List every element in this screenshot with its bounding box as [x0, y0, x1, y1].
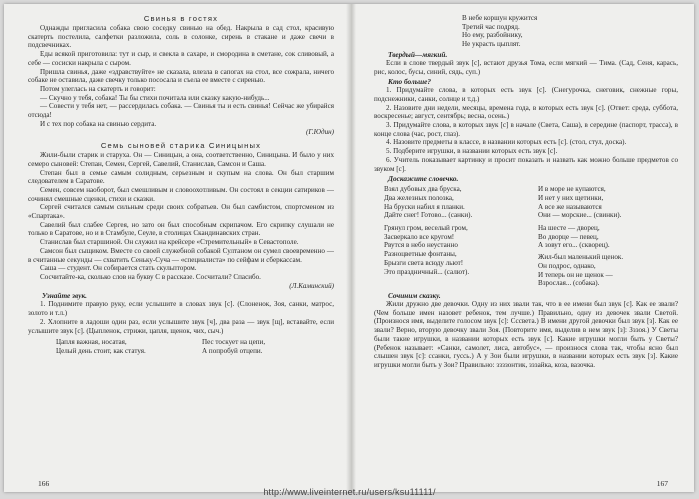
- riddles-block-1: [374, 185, 678, 220]
- riddle-line: Рвутся в небо неустанно: [384, 241, 458, 250]
- poem-line: Целый день стоит, как статуя.: [56, 346, 146, 355]
- paragraph: Жили-были старик и старуха. Он — Синицын, а она, соответственно, Синицына. И было у них семеро сыновей: Степан, Семен, Сергей, Савелий, Станислав, Самсон и Саша.: [28, 151, 334, 168]
- riddle-line: Жил-был маленький щенок.: [538, 253, 624, 262]
- riddle-line: Засверкало все кругом!: [384, 232, 455, 241]
- poem-line: Пес тоскует на цепи,: [202, 338, 266, 347]
- story-2: [28, 151, 334, 282]
- story-1: [28, 24, 334, 128]
- riddle-line: А зовут его... (скворец).: [538, 241, 610, 250]
- book-gutter: [346, 4, 356, 492]
- poem-line: Третий час подряд.: [462, 22, 520, 31]
- paragraph: И с тех пор собака на свинью сердита.: [40, 119, 157, 128]
- paragraph: Потом улеглась на скатерть и говорит:: [40, 84, 156, 93]
- riddle-line: Во дворце — певец,: [538, 232, 599, 241]
- paragraph: Жили дружно две девочки. Одну из них звали так, что в ее имени был звук [с]. Как ее звали? (Чем больше имен назовет ребенок, тем лучше.) Правильно, одну из девочек звали Светой. (Произнося имя, выделите голосом звук [с]: Сссвета.) В имени другой девочки был звук [з]. Как ее звали? Верно, вторую девочку звали Зоя. (Повторите имя, выделив в нем звук [з]: Зззоя.) У Светы были такие игрушки, в названии которых есть звук [с]. Какие игрушки могли быть у Светы? (Ребенок называет: «Санки, самолет, лиса, автобус», — произнося слова так, чтобы ясно был слышен звук [с]: ссанки, гуссь.) А у Зои были игрушки, в названии которых есть звук [з]. Какие игрушки могли быть у Зои? Правильно: ззззонтик, зззайка, коза, вазочка.: [374, 299, 678, 369]
- paragraph: Степан был в семье самым солидным, серьезным и скупым на слова. Он был старшим следователем в Саратове.: [28, 168, 334, 186]
- riddle-line: Он подрос, однако,: [538, 261, 596, 270]
- page-number-left: 166: [38, 479, 50, 488]
- exercise-item: 1. Придумайте слова, в которых есть звук [с]. (Снегурочка, снеговик, снежные горы, подснежники, санки, солнце и т.д.): [374, 86, 678, 103]
- paragraph: Саша — студент. Он собирается стать скульптором.: [40, 264, 197, 273]
- section-heading-hard-soft: Твердый—мягкий.: [388, 49, 448, 59]
- page-number-right: 167: [656, 479, 668, 488]
- author-credit-1: (Г.Юдин): [305, 128, 334, 137]
- exercise-item: 5. Подберите игрушки, в названии которых есть звук [с].: [386, 147, 558, 156]
- riddles-block-2: [374, 224, 678, 288]
- section-heading-who-more: Кто больше?: [388, 77, 432, 87]
- section-heading-recognize-sound: Узнайте звук.: [42, 291, 87, 301]
- left-page: [28, 14, 334, 484]
- exercise-item: 3. Придумайте слова, в которых звук [с] в начале (Света, Саша), в середине (паспорт, трасса), в конце слова (час, рост, глаз).: [374, 121, 678, 138]
- section-heading-compose-tale: Сочиним сказку.: [388, 290, 441, 300]
- riddle-line: А все же называются: [538, 202, 602, 211]
- right-page: [374, 14, 678, 484]
- riddle-line: На бруски набил я планки.: [384, 202, 465, 211]
- riddle-line: На шесте — дворец,: [538, 224, 600, 233]
- poem-line: Не украсть цыплят.: [462, 40, 521, 49]
- riddle-line: И нет у них щетинки,: [538, 193, 604, 202]
- riddle-line: Разноцветные фонтаны,: [384, 250, 457, 259]
- section-heading-finish-word: Доскажите словечко.: [388, 174, 459, 184]
- riddle-line: Два железных полозка,: [384, 193, 454, 202]
- poem-pair: [28, 338, 334, 355]
- author-credit-2: (Л.Каминский): [289, 281, 334, 290]
- poem-line: Но ему, разбойнику,: [462, 31, 523, 40]
- riddle-line: Дайте снег! Готово... (санки).: [384, 211, 473, 220]
- riddle-line: Грянул гром, веселый гром,: [384, 224, 468, 233]
- poem-line: В небе коршун кружится: [462, 14, 538, 22]
- paragraph: Пришла свинья, даже «здравствуйте» не сказала, влезла в сапогах на стол, все сожрала, ничего собаке не оставила, даже свечку только пососала и съела ее вместе с сиренью.: [28, 67, 334, 85]
- riddle-line: Они — морские... (свинки).: [538, 211, 622, 220]
- paragraph: Самсон был сыщиком. Вместе со своей служебной собакой Султаном он сумел своевременно — в считанные секунды — схватить Сеньку-Суча — «специалиста» по сейфам и сберкассам.: [28, 246, 334, 264]
- story-title-2: Семь сыновей старика Синицыных: [100, 141, 262, 151]
- riddle-line: Взрослая... (собака).: [538, 279, 600, 288]
- book-spread: [4, 4, 694, 492]
- exercise-item: 4. Назовите предметы в классе, в названии которых есть [с]. (стол, стул, доска).: [386, 138, 627, 147]
- poem-kite: [462, 14, 678, 49]
- riddle-line: Это праздничный... (салют).: [384, 267, 470, 276]
- poem-line: Цапля важная, носатая,: [56, 338, 127, 347]
- paragraph: Однажды пригласила собака свою соседку свинью на обед. Накрыла в сад стол, красивую скатерть постелила, салфетки разложила, соль в солонке, сирень в стакане и даже свечи в подсвечниках.: [28, 24, 334, 50]
- exercise-item: 2. Назовите дни недели, месяцы, времена года, в которых есть звук [с]. (Ответ: среда, суббота, воскресенье; август, сентябрь; весна, осень.): [374, 103, 678, 121]
- story-title-1: Свинья в гостях: [143, 14, 219, 23]
- riddle-line: Брызги света всюду льют!: [384, 258, 464, 267]
- paragraph: Сергей считался самым сильным среди своих собратьев. Он был самбистом, спортсменом из «Спартака».: [28, 203, 334, 221]
- paragraph: Если в слове твердый звук [с], встают друзья Тома, если мягкий — Тима. (Сад, Сеня, карась, рис, колос, бусы, синий, сядь, суп.): [374, 58, 678, 76]
- riddle-line: И в море не купаются,: [538, 185, 606, 194]
- exercise-item: 1. Поднимите правую руку, если услышите в словах звук [с]. (Слоненок, Зоя, санки, матрос, золото и т.л.): [28, 300, 334, 318]
- poem-line: А попробуй отцепи.: [202, 346, 263, 355]
- paragraph: Еды всякой приготовила: тут и сыр, и свекла в сахаре, и смородина в сметане, сок сливовый, а себе — сосиски накрыла с сыром.: [28, 50, 334, 67]
- paragraph: Сосчитайте-ка, сколько слов на букву С в рассказе. Сосчитали? Спасибо.: [40, 272, 261, 281]
- exercise-item: 2. Хлопните в ладоши один раз, если услышите звук [ч], два раза — звук [щ], вставайте, если услышите звук [с]. (Цыпленок, стрижи, цапля, щенок, чих, сыч.): [28, 317, 334, 335]
- riddle-line: Взял дубовых два бруска,: [384, 185, 462, 194]
- watermark-url: http://www.liveinternet.ru/users/ksu11111/: [263, 487, 436, 497]
- paragraph: Станислав был старшиной. Он служил на крейсере «Стремительный» в Севастополе.: [40, 238, 299, 247]
- paragraph: — Совести у тебя нет, — рассердилась собака. — Свинья ты и есть свинья! Сейчас же убирайся отсюда!: [28, 102, 334, 120]
- paragraph: Савелий был слабее Сергея, но зато он был способным скрипачом. Его скрипку слушали не только в Саратове, но и в Стамбуле, Сеуле, в столицах Скандинавских стран.: [28, 220, 334, 238]
- exercise-item: 6. Учитель показывает картинку и просит показать и назвать как можно больше предметов со звуком [с].: [374, 155, 678, 173]
- riddle-line: И теперь он не щенок —: [538, 270, 613, 279]
- paragraph: — Скучно у тебя, собака! Ты бы стихи почитала или сказку какую-нибудь...: [40, 93, 270, 102]
- paragraph: Семен, совсем наоборот, был смешливым и словоохотливым. Он состоял в секции сатириков — сочинял смешные сценки, стихи и сказки.: [28, 185, 334, 203]
